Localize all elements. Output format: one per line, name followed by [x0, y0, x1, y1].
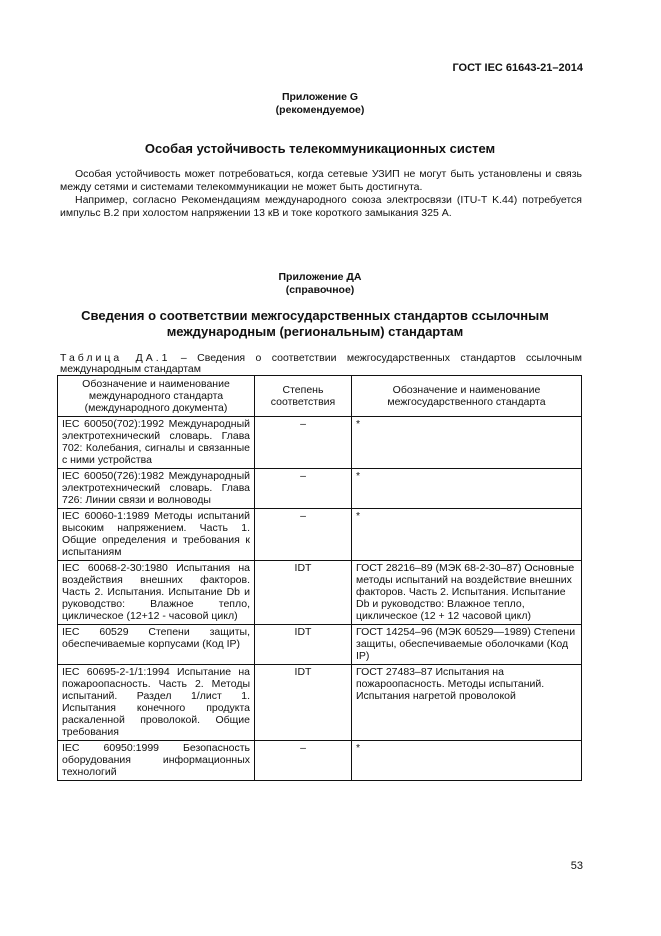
standards-table	[57, 375, 582, 781]
cell-international: IEC 60050(726):1982 Международный электротехнический словарь. Глава 726: Линии связи и волноводы	[58, 469, 255, 509]
table-row	[58, 561, 582, 625]
cell-interstate: *	[352, 417, 582, 469]
table-caption	[60, 353, 582, 375]
table-caption-label: Таблица ДА.1	[60, 352, 171, 364]
column-header-degree: Степень соответствия	[255, 376, 352, 417]
cell-international: IEC 60529 Степени защиты, обеспечиваемые корпусами (Код IP)	[58, 625, 255, 665]
appendix-da-subtitle: (справочное)	[285, 284, 355, 296]
table-row	[58, 665, 582, 741]
cell-international: IEC 60695-2-1/1:1994 Испытание на пожароопасность. Часть 2. Методы испытаний. Раздел 1/лист 1. Испытания конечного продукта раскаленной проволокой. Общие требования	[58, 665, 255, 741]
cell-interstate: ГОСТ 27483–87 Испытания на пожароопасность. Методы испытаний. Испытания нагретой проволокой	[352, 665, 582, 741]
table-row	[58, 509, 582, 561]
column-header-interstate: Обозначение и наименование межгосударственного стандарта	[352, 376, 582, 417]
cell-interstate: *	[352, 741, 582, 781]
cell-degree: IDT	[255, 625, 352, 665]
cell-interstate: ГОСТ 14254–96 (МЭК 60529—1989) Степени защиты, обеспечиваемые оболочками (Код IP)	[352, 625, 582, 665]
appendix-g-title: Приложение G	[281, 91, 359, 103]
table-row	[58, 469, 582, 509]
cell-international: IEC 60950:1999 Безопасность оборудования информационных технологий	[58, 741, 255, 781]
appendix-g-paragraph-1: Особая устойчивость может потребоваться, когда сетевые УЗИП не могут быть установлены и связь между сетями и системами телекоммуникации не может быть достигнута.	[60, 168, 582, 193]
column-header-international: Обозначение и наименование международного стандарта (международного документа)	[58, 376, 255, 417]
cell-interstate: ГОСТ 28216–89 (МЭК 68-2-30–87) Основные методы испытаний на воздействие внешних факторов. Часть 2. Испытания. Испытание Db и руководство: Влажное тепло, циклическое (12 + 12 часовой цикл)	[352, 561, 582, 625]
cell-degree: IDT	[255, 665, 352, 741]
cell-interstate: *	[352, 509, 582, 561]
table-row	[58, 417, 582, 469]
appendix-g-heading: Особая устойчивость телекоммуникационных систем	[144, 141, 496, 156]
appendix-g-paragraph-2: Например, согласно Рекомендациям международного союза электросвязи (ITU-T K.44) потребуется импульс B.2 при холостом напряжении 13 кВ и токе короткого замыкания 325 А.	[60, 194, 582, 219]
cell-international: IEC 60060-1:1989 Методы испытаний высоким напряжением. Часть 1. Общие определения и требования к испытаниям	[58, 509, 255, 561]
appendix-da-title-block	[60, 271, 580, 297]
cell-international: IEC 60068-2-30:1980 Испытания на воздействия внешних факторов. Часть 2. Испытания. Испытание Db и руководство: Влажное тепло, циклическое (12+12 - часовой цикл)	[58, 561, 255, 625]
cell-degree: –	[255, 417, 352, 469]
appendix-g-subtitle: (рекомендуемое)	[275, 104, 365, 116]
table-header-row	[58, 376, 582, 417]
table-caption-text: – Сведения о соответствии межгосударственных стандартов ссылочным международным стандартам	[60, 352, 582, 375]
appendix-g-title-block	[60, 91, 580, 117]
cell-international: IEC 60050(702):1992 Международный электротехнический словарь. Глава 702: Колебания, сигналы и связанные с ними устройства	[58, 417, 255, 469]
cell-interstate: *	[352, 469, 582, 509]
cell-degree: –	[255, 741, 352, 781]
appendix-da-title: Приложение ДА	[278, 271, 362, 283]
table-row	[58, 741, 582, 781]
document-code: ГОСТ IEC 61643-21–2014	[452, 62, 583, 74]
table-row	[58, 625, 582, 665]
appendix-da-heading: Сведения о соответствии межгосударственных стандартов ссылочным международным (региональным) стандартам	[81, 308, 549, 339]
cell-degree: –	[255, 509, 352, 561]
cell-degree: –	[255, 469, 352, 509]
cell-degree: IDT	[255, 561, 352, 625]
page-number: 53	[570, 860, 583, 872]
